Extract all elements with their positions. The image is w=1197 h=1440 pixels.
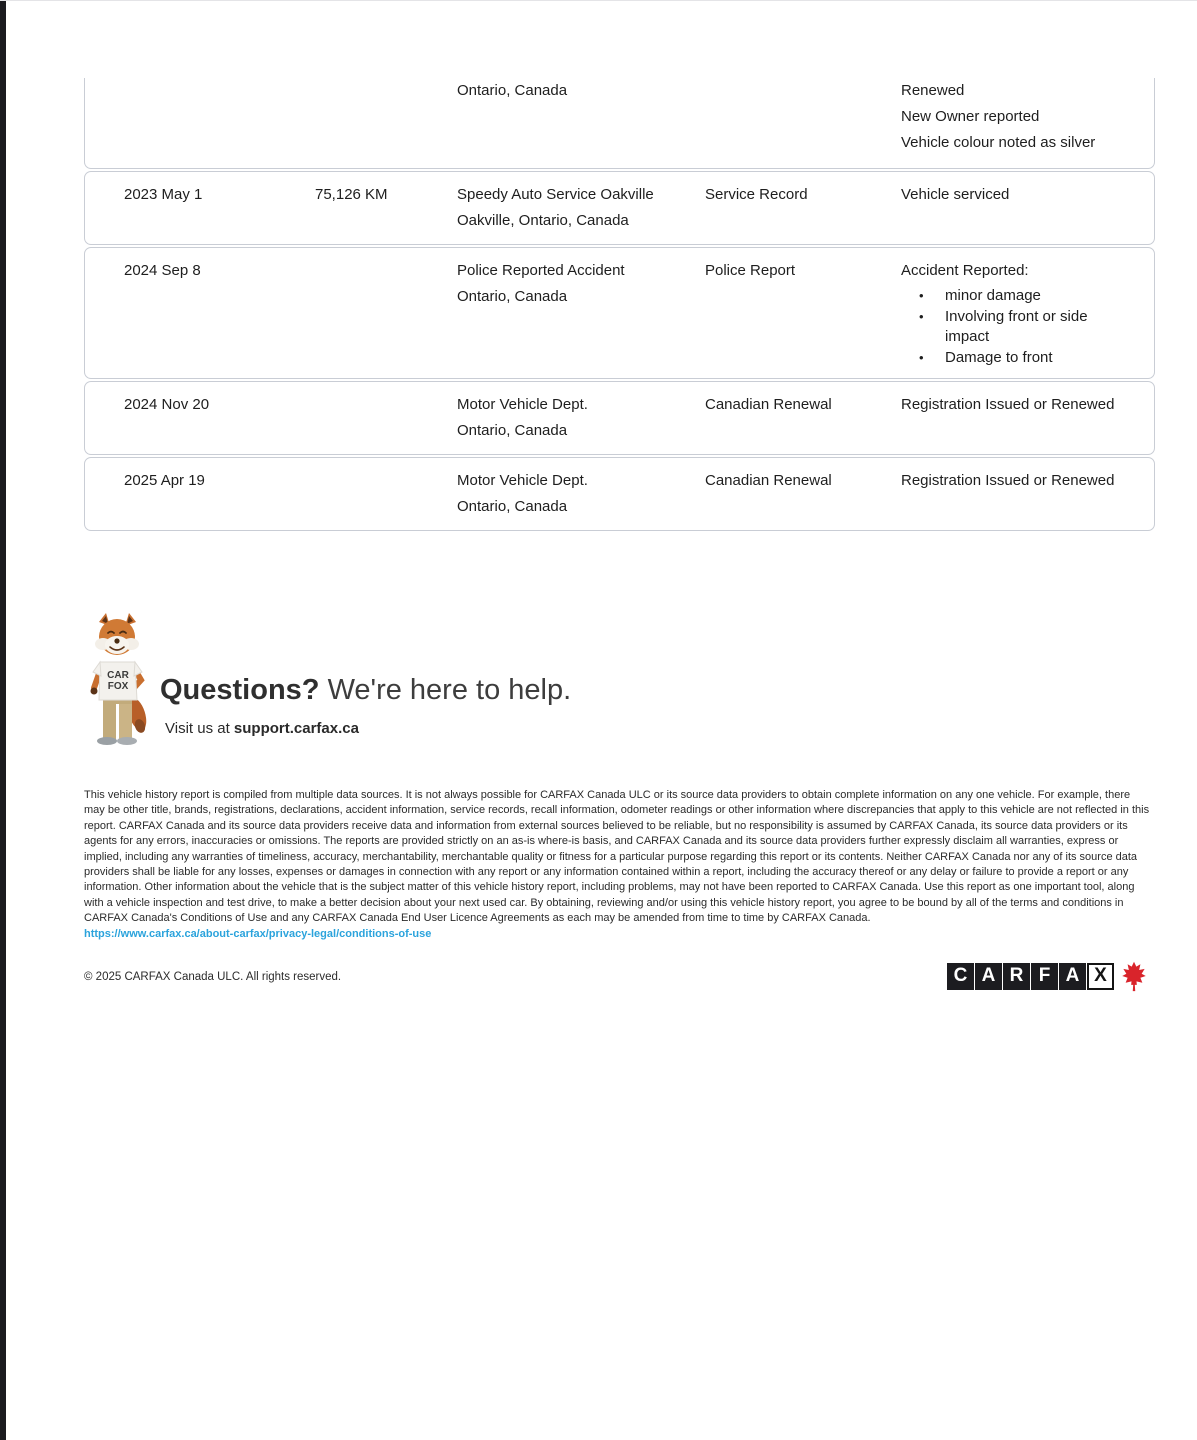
event-location	[457, 258, 705, 368]
event-date	[124, 78, 315, 156]
logo-letter-box: R	[1003, 963, 1030, 990]
event-location-line: Motor Vehicle Dept.	[457, 396, 588, 413]
svg-text:CAR: CAR	[107, 670, 129, 681]
event-details-line: Registration Issued or Renewed	[901, 396, 1115, 413]
bullet-text: minor damage	[945, 287, 1041, 304]
event-odometer	[315, 182, 457, 234]
table-row	[84, 381, 1155, 455]
event-date	[124, 258, 315, 368]
event-type	[705, 392, 901, 444]
logo-letter-box: A	[1059, 963, 1086, 990]
event-location-line: Motor Vehicle Dept.	[457, 472, 588, 489]
event-location-line: Ontario, Canada	[457, 82, 568, 99]
event-details	[901, 392, 1116, 444]
event-date	[124, 468, 315, 520]
event-date	[124, 182, 315, 234]
bullet-icon: •	[919, 288, 924, 303]
bullet-item	[901, 348, 1116, 369]
event-details	[901, 258, 1116, 368]
event-location	[457, 392, 705, 444]
table-row	[84, 247, 1155, 379]
event-location-line: Speedy Auto Service Oakville	[457, 186, 654, 203]
event-type-line: Police Report	[705, 262, 796, 279]
event-type	[705, 78, 901, 156]
event-details-line: Vehicle serviced	[901, 186, 1010, 203]
logo-letter-box: A	[975, 963, 1002, 990]
event-odometer	[315, 468, 457, 520]
legal-paragraph: This vehicle history report is compiled from multiple data sources. It is not always possible for CARFAX Canada ULC or its source data providers to obtain complete information on any one vehicle. For example, there may be other title, brands, registrations, declarations, accident information, service records, recall information, odometer readings or other information where discrepancies that apply to this vehicle are not reflected in this report. CARFAX Canada and its source data providers receive data and information from external sources believed to be reliable, but no responsibility is assumed by CARFAX Canada, its source data providers or its agents for any errors, inaccuracies or omissions. The reports are provided strictly on an as-is where-is basis, and CARFAX Canada and its source data providers further expressly disclaim all warranties, express or implied, including any warranties of timeliness, accuracy, merchantability, merchantable quality or fitness for a particular purpose regarding this report or its contents. Neither CARFAX Canada nor any of its source data providers shall be liable for any losses, expenses or damages in connection with any report or any information contained within a report, including the accuracy thereof or any delay or failure to provide a report or any information. Other information about the vehicle that is the subject matter of this vehicle history report, including problems, may not have been reported to CARFAX Canada. Use this report as one important tool, along with a vehicle inspection and test drive, to make a better decision about your next used car. By obtaining, reviewing and/or using this vehicle history report, you agree to be bound by all of the terms and conditions in CARFAX Canada's Conditions of Use and any CARFAX Canada End User Licence Agreements as each may be amended from time to time by CARFAX Canada.	[84, 789, 1150, 925]
table-row	[84, 457, 1155, 531]
event-details-line: Vehicle colour noted as silver	[901, 134, 1096, 151]
event-date-line: 2024 Sep 8	[124, 262, 201, 279]
bullet-icon: •	[919, 349, 924, 365]
event-details	[901, 468, 1116, 520]
conditions-of-use-link[interactable]: https://www.carfax.ca/about-carfax/privacy-legal/conditions-of-use	[84, 927, 432, 940]
event-date	[124, 392, 315, 444]
history-table	[84, 78, 1155, 533]
event-location	[457, 78, 705, 156]
bullet-text: Involving front or side impact	[945, 307, 1088, 345]
help-section	[0, 612, 1197, 747]
event-odometer	[315, 78, 457, 156]
event-odometer	[315, 392, 457, 444]
event-location-line: Ontario, Canada	[457, 288, 568, 305]
bullet-item	[901, 307, 1116, 348]
event-location	[457, 182, 705, 234]
svg-text:FOX: FOX	[107, 681, 129, 692]
event-type	[705, 258, 901, 368]
help-visit-line	[165, 720, 359, 737]
carfax-logo	[947, 960, 1150, 992]
event-location	[457, 468, 705, 520]
support-link[interactable]: support.carfax.ca	[233, 720, 359, 737]
help-title	[160, 672, 571, 708]
event-details-line: Registration Issued or Renewed	[901, 472, 1115, 489]
logo-letter-box: F	[1031, 963, 1058, 990]
event-details-line: New Owner reported	[901, 108, 1040, 125]
logo-letter-box-x: X	[1087, 963, 1114, 990]
event-location-line: Police Reported Accident	[457, 262, 625, 279]
table-row	[84, 171, 1155, 245]
event-details-line: Renewed	[901, 82, 965, 99]
event-location-line: Ontario, Canada	[457, 498, 568, 515]
help-title-rest: We're here to help.	[319, 674, 572, 706]
logo-letter-box: C	[947, 963, 974, 990]
bullet-icon: •	[919, 308, 924, 324]
event-location-line: Ontario, Canada	[457, 422, 568, 439]
event-details	[901, 78, 1116, 156]
event-location-line: Oakville, Ontario, Canada	[457, 212, 629, 229]
bullet-item	[901, 286, 1116, 307]
event-details-line: Accident Reported:	[901, 262, 1029, 279]
maple-leaf-icon	[1118, 960, 1150, 992]
event-date-line: 2024 Nov 20	[124, 396, 210, 413]
event-details	[901, 182, 1116, 234]
help-title-strong: Questions?	[160, 674, 320, 706]
event-date-line: 2023 May 1	[124, 186, 203, 203]
table-row	[84, 78, 1155, 169]
event-type-line: Service Record	[705, 186, 808, 203]
bullet-text: Damage to front	[945, 348, 1053, 366]
event-type	[705, 468, 901, 520]
event-type	[705, 182, 901, 234]
car-fox-mascot-icon	[77, 612, 157, 745]
event-type-line: Canadian Renewal	[705, 396, 832, 413]
window-edge-top	[0, 0, 1197, 1]
event-date-line: 2025 Apr 19	[124, 472, 205, 489]
event-odometer-line: 75,126 KM	[315, 186, 388, 203]
legal-disclaimer	[84, 788, 1152, 942]
copyright-text: © 2025 CARFAX Canada ULC. All rights reserved.	[84, 971, 342, 983]
event-details-bullets	[901, 286, 1116, 368]
event-odometer	[315, 258, 457, 368]
event-type-line: Canadian Renewal	[705, 472, 832, 489]
carfax-logo-letters	[947, 963, 1114, 990]
help-visit-prefix: Visit us at	[165, 720, 234, 737]
